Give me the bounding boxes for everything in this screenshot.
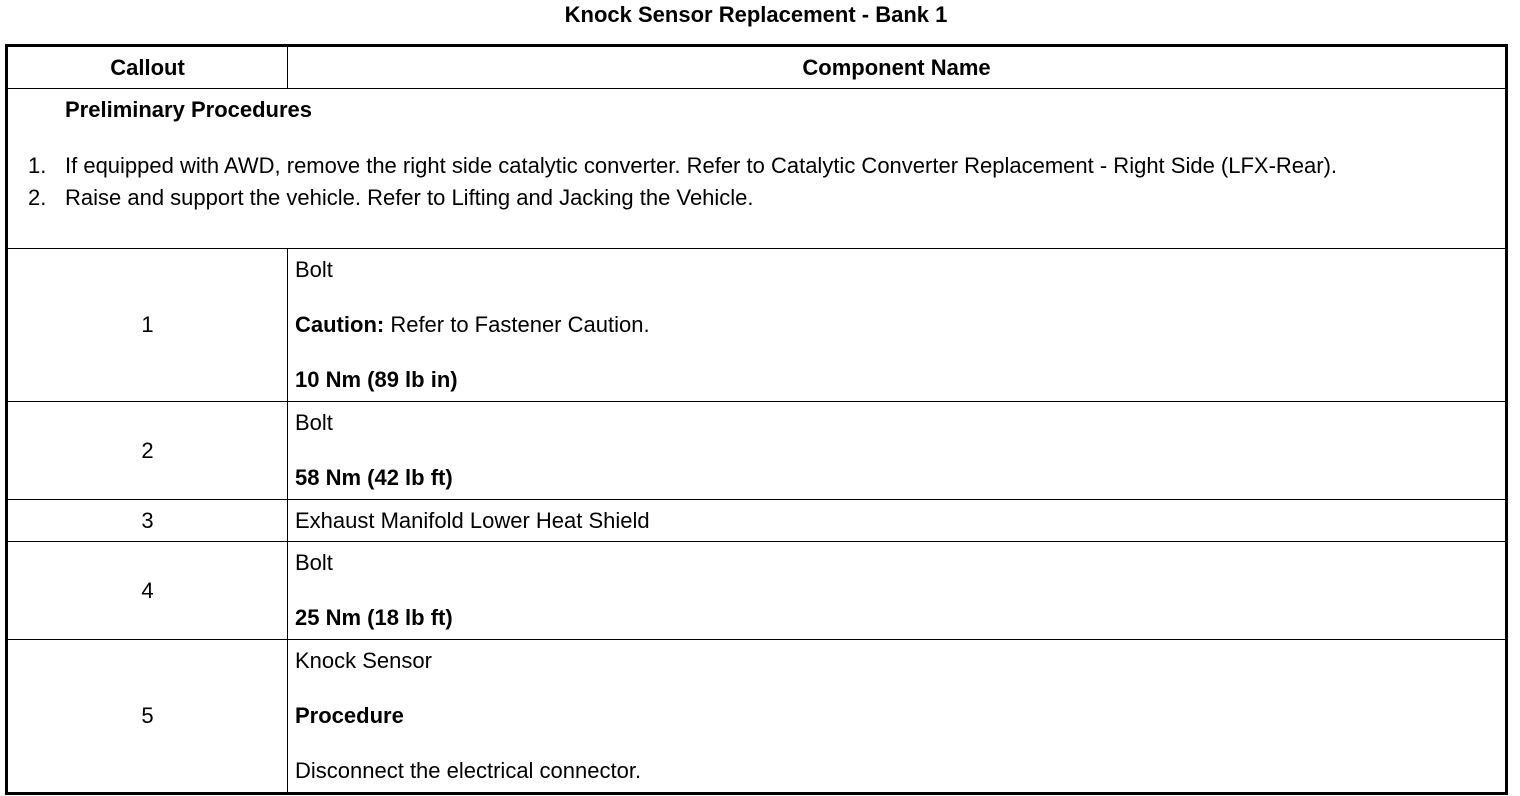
- step-text: If equipped with AWD, remove the right side catalytic converter. Refer to Catalytic Converter Replacement - Right Side (LFX-Rear).: [65, 153, 1338, 178]
- step-number: 2.: [28, 185, 47, 210]
- callout-number: 1: [7, 249, 288, 402]
- procedure-label: Procedure: [295, 703, 404, 728]
- component-name: Exhaust Manifold Lower Heat Shield: [295, 507, 650, 533]
- component-name: Bolt: [295, 257, 333, 282]
- component-description: [288, 249, 1507, 402]
- document-title: Knock Sensor Replacement - Bank 1: [564, 2, 948, 27]
- table-header-row: [7, 46, 1507, 89]
- step-number: 1.: [28, 153, 47, 178]
- callout-number: 2: [7, 402, 288, 500]
- table-row: [7, 249, 1507, 402]
- table-row: [7, 640, 1507, 794]
- table-row: [7, 402, 1507, 500]
- table-row: [7, 542, 1507, 640]
- list-item: [28, 183, 1495, 212]
- component-name: Bolt: [295, 550, 333, 575]
- caution-text: Refer to Fastener Caution.: [384, 312, 650, 337]
- preliminary-steps-list: [28, 151, 1495, 212]
- procedure-text: Disconnect the electrical connector.: [295, 758, 642, 783]
- component-table: [5, 44, 1508, 795]
- preliminary-procedures-row: [7, 89, 1507, 249]
- preliminary-procedures-title: Preliminary Procedures: [65, 97, 313, 122]
- component-description: [288, 500, 1507, 542]
- component-name: Knock Sensor: [295, 648, 432, 673]
- caution-note: [295, 312, 1497, 338]
- list-item: [28, 151, 1495, 180]
- torque-spec: 10 Nm (89 lb in): [295, 367, 458, 392]
- component-description: [288, 640, 1507, 794]
- step-text: Raise and support the vehicle. Refer to Lifting and Jacking the Vehicle.: [65, 185, 754, 210]
- callout-column-header: Callout: [7, 46, 288, 89]
- component-name-column-header: Component Name: [288, 46, 1507, 89]
- torque-spec: 25 Nm (18 lb ft): [295, 605, 453, 630]
- component-description: [288, 542, 1507, 640]
- callout-number: 4: [7, 542, 288, 640]
- component-description: [288, 402, 1507, 500]
- component-name: Bolt: [295, 410, 333, 435]
- preliminary-procedures-cell: [7, 89, 1507, 249]
- table-row: [7, 500, 1507, 542]
- torque-spec: 58 Nm (42 lb ft): [295, 465, 453, 490]
- callout-number: 5: [7, 640, 288, 794]
- caution-label: Caution:: [295, 312, 385, 337]
- callout-number: 3: [7, 500, 288, 542]
